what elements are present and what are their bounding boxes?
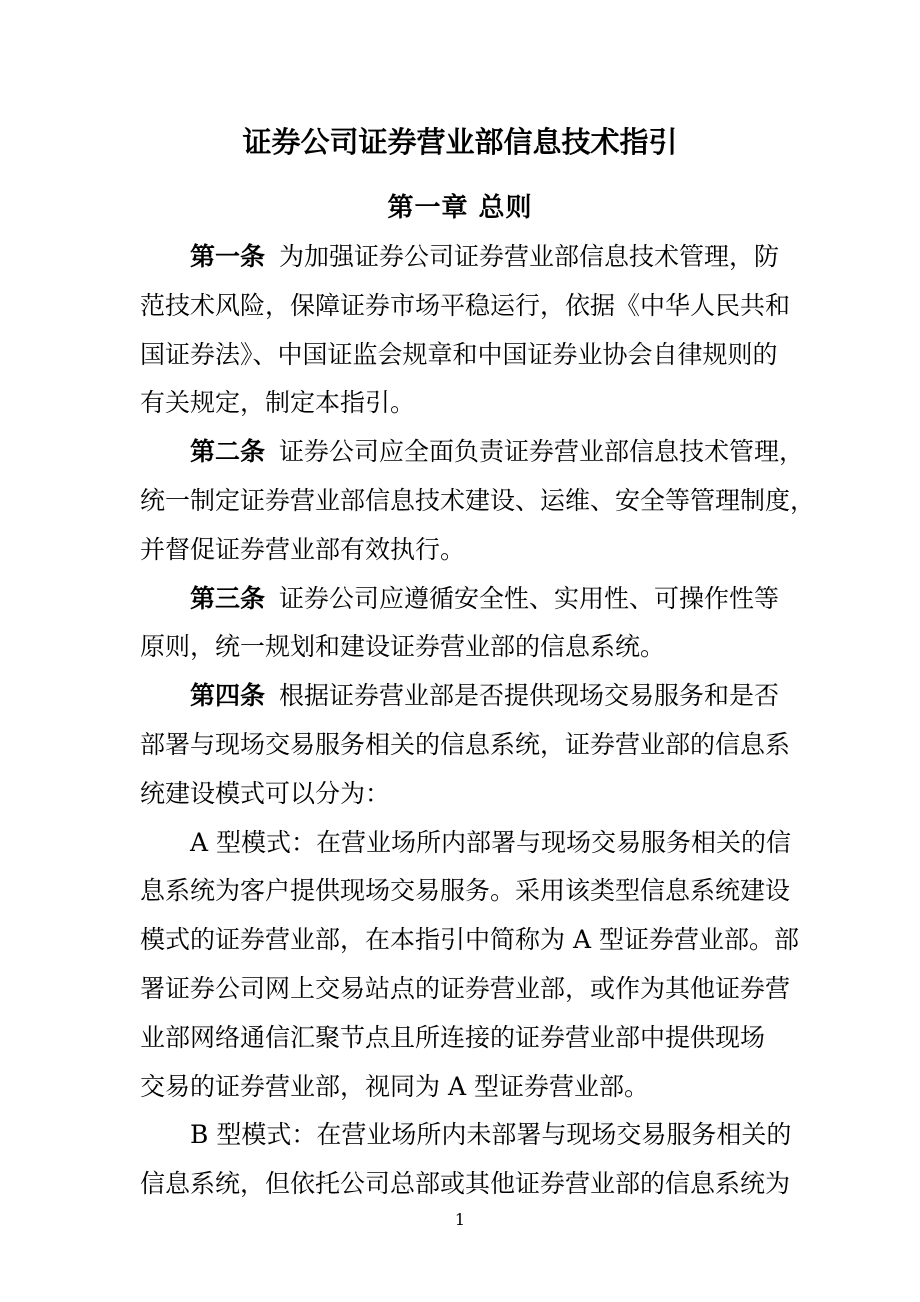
text-line: 有关规定，制定本指引。 bbox=[140, 388, 416, 418]
article-1-label: 第一条 bbox=[190, 242, 266, 271]
text-line: 证券公司应遵循安全性、实用性、可操作性等 bbox=[279, 583, 780, 613]
text-line: 业部网络通信汇聚节点且所连接的证券营业部中提供现场 bbox=[140, 1022, 766, 1052]
article-2 bbox=[140, 428, 816, 574]
text-line: 并督促证券营业部有效执行。 bbox=[140, 534, 466, 564]
text-line: 范技术风险，保障证券市场平稳运行，依据《中华人民共和 bbox=[140, 290, 791, 320]
mode-a-paragraph bbox=[140, 819, 799, 1112]
text-line: 证券公司应全面负责证券营业部信息技术管理， bbox=[279, 437, 805, 467]
article-3 bbox=[140, 575, 785, 673]
text-line: 署证券公司网上交易站点的证券营业部，或作为其他证券营 bbox=[140, 973, 791, 1003]
text-line: 信息系统，但依托公司总部或其他证券营业部的信息系统为 bbox=[140, 1169, 791, 1199]
text-line: 息系统为客户提供现场交易服务。采用该类型信息系统建设 bbox=[140, 876, 791, 906]
text-line: 根据证券营业部是否提供现场交易服务和是否 bbox=[279, 681, 780, 711]
text-line: B 型模式：在营业场所内未部署与现场交易服务相关的 bbox=[190, 1120, 792, 1150]
article-3-label: 第三条 bbox=[190, 583, 266, 613]
article-4-label: 第四条 bbox=[190, 681, 266, 711]
text-line: 统建设模式可以分为： bbox=[140, 778, 391, 808]
document-body bbox=[140, 233, 816, 1209]
text-line: 原则，统一规划和建设证券营业部的信息系统。 bbox=[140, 632, 666, 662]
text-line: 模式的证券营业部，在本指引中简称为 A 型证券营业部。部 bbox=[140, 925, 799, 955]
article-1 bbox=[140, 233, 791, 428]
article-4 bbox=[140, 672, 791, 818]
article-2-label: 第二条 bbox=[190, 437, 266, 467]
chapter-heading: 第一章 总则 bbox=[387, 193, 533, 223]
text-line: 部署与现场交易服务相关的信息系统，证券营业部的信息系 bbox=[140, 729, 791, 759]
text-line: 为加强证券公司证券营业部信息技术管理，防 bbox=[279, 242, 780, 271]
text-line: 交易的证券营业部，视同为 A 型证券营业部。 bbox=[140, 1071, 649, 1101]
text-line: 国证券法》、中国证监会规章和中国证券业协会自律规则的 bbox=[140, 339, 778, 369]
text-line: 统一制定证券营业部信息技术建设、运维、安全等管理制度， bbox=[140, 485, 816, 515]
document-title: 证券公司证券营业部信息技术指引 bbox=[242, 125, 678, 159]
page-number: 1 bbox=[454, 1210, 466, 1229]
mode-b-paragraph bbox=[140, 1111, 792, 1209]
text-line: A 型模式：在营业场所内部署与现场交易服务相关的信 bbox=[190, 827, 792, 857]
